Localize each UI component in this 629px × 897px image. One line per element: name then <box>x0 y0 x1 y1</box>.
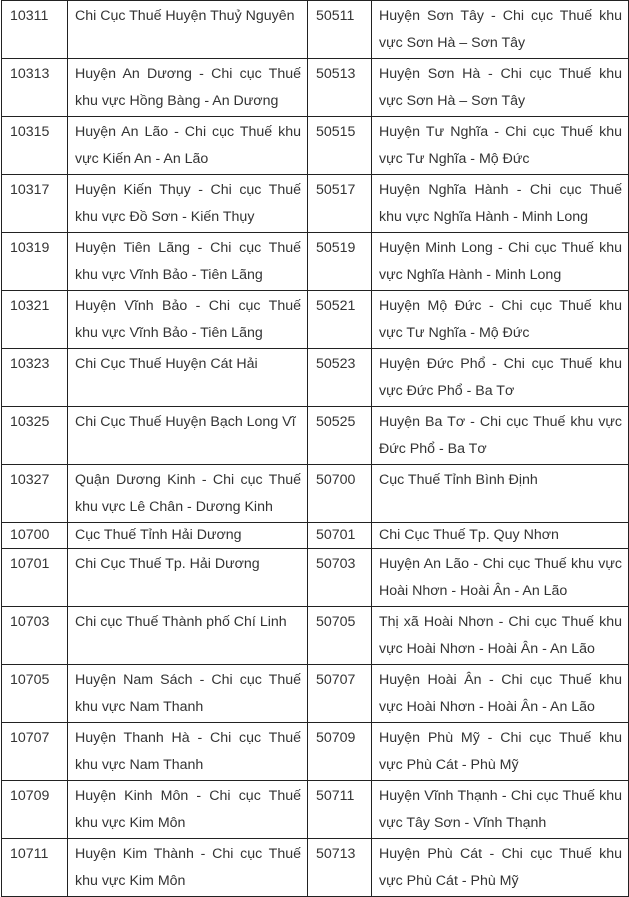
tax-code-right: 50515 <box>308 117 372 175</box>
tax-office-name-right: Huyện Đức Phổ - Chi cục Thuế khu vực Đức Phổ - Ba Tơ <box>372 349 629 407</box>
table-row <box>2 839 629 897</box>
tax-office-name-left: Huyện Kinh Môn - Chi cục Thuế khu vực Kim Môn <box>68 781 308 839</box>
tax-code-right: 50709 <box>308 723 372 781</box>
table-row <box>2 349 629 407</box>
tax-code-left: 10705 <box>2 665 68 723</box>
tax-code-left: 10711 <box>2 839 68 897</box>
tax-office-name-right: Huyện Ba Tơ - Chi cục Thuế khu vực Đức Phổ - Ba Tơ <box>372 407 629 465</box>
tax-code-right: 50703 <box>308 549 372 607</box>
tax-office-name-right: Huyện An Lão - Chi cục Thuế khu vực Hoài Nhơn - Hoài Ân - An Lão <box>372 549 629 607</box>
tax-office-name-right: Huyện Tư Nghĩa - Chi cục Thuế khu vực Tư Nghĩa - Mộ Đức <box>372 117 629 175</box>
table-row <box>2 549 629 607</box>
table-row <box>2 407 629 465</box>
table-row <box>2 59 629 117</box>
tax-code-left: 10311 <box>2 1 68 59</box>
tax-office-code-table <box>1 0 629 897</box>
tax-code-left: 10317 <box>2 175 68 233</box>
tax-office-name-left: Huyện Kim Thành - Chi cục Thuế khu vực Kim Môn <box>68 839 308 897</box>
table-row <box>2 465 629 523</box>
tax-office-name-left: Chi Cục Thuế Tp. Hải Dương <box>68 549 308 607</box>
tax-office-name-right: Huyện Minh Long - Chi cục Thuế khu vực Nghĩa Hành - Minh Long <box>372 233 629 291</box>
table-row <box>2 117 629 175</box>
tax-code-right: 50700 <box>308 465 372 523</box>
tax-office-name-left: Huyện An Dương - Chi cục Thuế khu vực Hồng Bàng - An Dương <box>68 59 308 117</box>
tax-office-name-left: Huyện Tiên Lãng - Chi cục Thuế khu vực Vĩnh Bảo - Tiên Lãng <box>68 233 308 291</box>
tax-code-right: 50711 <box>308 781 372 839</box>
tax-office-name-left: Chi Cục Thuế Huyện Thuỷ Nguyên <box>68 1 308 59</box>
tax-office-name-right: Chi Cục Thuế Tp. Quy Nhơn <box>372 523 629 549</box>
tax-code-left: 10709 <box>2 781 68 839</box>
tax-code-right: 50713 <box>308 839 372 897</box>
table-row <box>2 781 629 839</box>
tax-code-left: 10323 <box>2 349 68 407</box>
tax-office-name-right: Thị xã Hoài Nhơn - Chi cục Thuế khu vực Hoài Nhơn - Hoài Ân - An Lão <box>372 607 629 665</box>
tax-office-name-left: Huyện Kiến Thụy - Chi cục Thuế khu vực Đồ Sơn - Kiến Thụy <box>68 175 308 233</box>
tax-code-left: 10703 <box>2 607 68 665</box>
tax-code-right: 50705 <box>308 607 372 665</box>
tax-office-name-right: Huyện Sơn Tây - Chi cục Thuế khu vực Sơn Hà – Sơn Tây <box>372 1 629 59</box>
tax-code-right: 50511 <box>308 1 372 59</box>
tax-code-right: 50513 <box>308 59 372 117</box>
tax-office-name-right: Huyện Nghĩa Hành - Chi cục Thuế khu vực Nghĩa Hành - Minh Long <box>372 175 629 233</box>
tax-office-name-left: Chi Cục Thuế Huyện Cát Hải <box>68 349 308 407</box>
tax-office-name-left: Huyện Thanh Hà - Chi cục Thuế khu vực Nam Thanh <box>68 723 308 781</box>
tax-code-left: 10321 <box>2 291 68 349</box>
tax-code-left: 10700 <box>2 523 68 549</box>
tax-office-name-right: Cục Thuế Tỉnh Bình Định <box>372 465 629 523</box>
tax-office-name-right: Huyện Vĩnh Thạnh - Chi cục Thuế khu vực Tây Sơn - Vĩnh Thạnh <box>372 781 629 839</box>
tax-office-name-right: Huyện Hoài Ân - Chi cục Thuế khu vực Hoài Nhơn - Hoài Ân - An Lão <box>372 665 629 723</box>
table-row <box>2 1 629 59</box>
tax-code-right: 50701 <box>308 523 372 549</box>
tax-office-name-left: Huyện Nam Sách - Chi cục Thuế khu vực Nam Thanh <box>68 665 308 723</box>
tax-office-name-left: Huyện An Lão - Chi cục Thuế khu vực Kiến An - An Lão <box>68 117 308 175</box>
tax-office-name-right: Huyện Mộ Đức - Chi cục Thuế khu vực Tư Nghĩa - Mộ Đức <box>372 291 629 349</box>
tax-office-name-right: Huyện Phù Mỹ - Chi cục Thuế khu vực Phù Cát - Phù Mỹ <box>372 723 629 781</box>
tax-code-right: 50525 <box>308 407 372 465</box>
tax-code-left: 10313 <box>2 59 68 117</box>
table-row <box>2 175 629 233</box>
tax-office-name-left: Huyện Vĩnh Bảo - Chi cục Thuế khu vực Vĩnh Bảo - Tiên Lãng <box>68 291 308 349</box>
tax-code-right: 50523 <box>308 349 372 407</box>
tax-code-left: 10315 <box>2 117 68 175</box>
tax-code-left: 10325 <box>2 407 68 465</box>
tax-office-name-left: Chi Cục Thuế Huyện Bạch Long Vĩ <box>68 407 308 465</box>
tax-code-right: 50521 <box>308 291 372 349</box>
tax-code-right: 50519 <box>308 233 372 291</box>
table-row <box>2 665 629 723</box>
table-row <box>2 233 629 291</box>
tax-office-name-left: Chi cục Thuế Thành phố Chí Linh <box>68 607 308 665</box>
tax-code-right: 50707 <box>308 665 372 723</box>
tax-code-left: 10701 <box>2 549 68 607</box>
tax-office-name-right: Huyện Phù Cát - Chi cục Thuế khu vực Phù Cát - Phù Mỹ <box>372 839 629 897</box>
table-row <box>2 607 629 665</box>
table-row <box>2 723 629 781</box>
tax-code-left: 10707 <box>2 723 68 781</box>
tax-code-right: 50517 <box>308 175 372 233</box>
tax-office-name-left: Quận Dương Kinh - Chi cục Thuế khu vực Lê Chân - Dương Kinh <box>68 465 308 523</box>
tax-office-name-right: Huyện Sơn Hà - Chi cục Thuế khu vực Sơn Hà – Sơn Tây <box>372 59 629 117</box>
tax-office-name-left: Cục Thuế Tỉnh Hải Dương <box>68 523 308 549</box>
tax-code-left: 10319 <box>2 233 68 291</box>
tax-code-left: 10327 <box>2 465 68 523</box>
table-row <box>2 523 629 549</box>
table-row <box>2 291 629 349</box>
